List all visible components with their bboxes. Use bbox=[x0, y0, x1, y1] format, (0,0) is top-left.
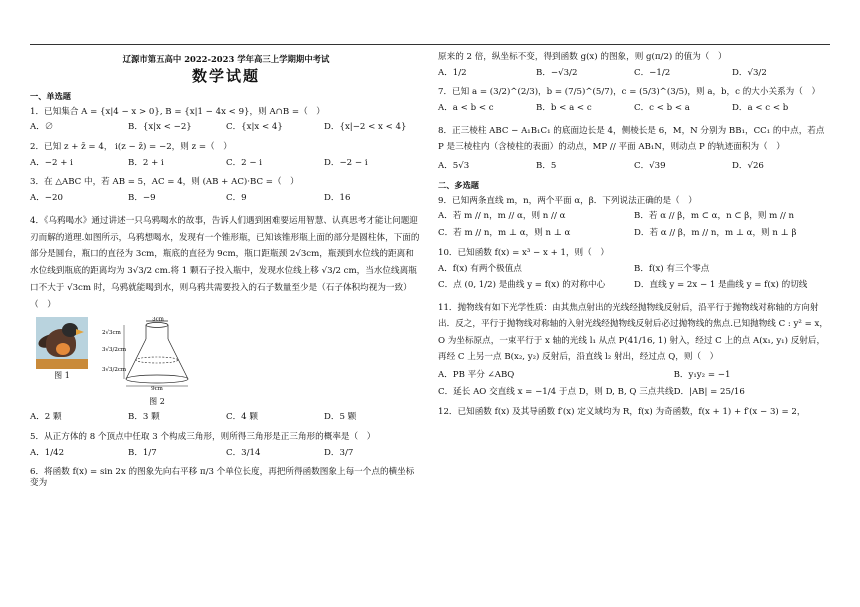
left-column bbox=[30, 47, 422, 495]
option-a: A．f(x) 有两个极值点 bbox=[438, 263, 522, 274]
option-a: A．5√3 bbox=[438, 160, 470, 171]
options bbox=[30, 193, 422, 204]
option-a: A．∅ bbox=[30, 122, 54, 133]
options bbox=[438, 103, 830, 114]
question-text: 12．已知函数 f(x) 及其导函数 f′(x) 定义域均为 R，f(x) 为奇函数，f(x + 1) + f′(x − 3) = 2， bbox=[438, 406, 806, 417]
option-c: C．c < b < a bbox=[634, 103, 690, 114]
question-text: 3．在 △ABC 中，若 AB = 5，AC = 4，则 (AB + AC)·BC =（ ） bbox=[30, 177, 299, 188]
option-a: A．1/2 bbox=[438, 67, 467, 78]
figure-2-caption: 图 2 bbox=[149, 397, 165, 407]
figure-2 bbox=[102, 317, 212, 407]
question-text: 11．抛物线有如下光学性质：由其焦点射出的光线经抛物线反射后，沿平行于抛物线对称轴的方向射出．反之，平行于抛物线对称轴的入射光线经抛物线反射后必过抛物线的焦点.已知抛物线 C : y² = x，O 为坐标原点，一束平行于 x 轴的光线 l₁ 从点 P(41/16, 1) 射入，经过 C 上的点 A(x₁, y₁) 反射后，再经 C 上另一点 B(x₂, y₂) 反射后，沿直线 l₂ 射出，经过点 Q，则（ ） bbox=[438, 302, 828, 362]
options bbox=[438, 161, 830, 172]
option-c: C．延长 AO 交直线 x = −1/4 于点 D，则 D, B, Q 三点共线 bbox=[438, 387, 674, 398]
right-column bbox=[438, 52, 830, 424]
option-d: D．−2 − i bbox=[324, 157, 368, 168]
option-d: D．16 bbox=[324, 193, 351, 204]
option-a: A．若 m // n，m // α，则 n // α bbox=[438, 211, 566, 222]
option-b: B．{x|x < −2} bbox=[128, 122, 192, 133]
flask-diagram bbox=[102, 317, 212, 391]
option-c: C．9 bbox=[226, 193, 247, 204]
question-3 bbox=[30, 177, 422, 203]
exam-subject-title: 数学试题 bbox=[191, 66, 260, 85]
question-text: 1．已知集合 A = {x|4 − x > 0}, B = {x|1 − 4x < 9}，则 A∩B =（ ） bbox=[30, 106, 325, 117]
option-b: B．y₁y₂ = −1 bbox=[673, 370, 731, 381]
question-text: 4．《乌鸦喝水》通过讲述一只乌鸦喝水的故事，告诉人们遇到困难要运用智慧、认真思考才能让问题迎刃而解的道理.如图所示，乌鸦想喝水，发现有一个锥形瓶，已知该锥形瓶上面的部分是圆柱体，下面的部分是圆台，瓶口的直径为 3cm，瓶底的直径为 9cm，瓶口距瓶颈 2√3cm，瓶颈到水位线的距离和水位线到瓶底的距离均为 3√3/2 cm.将 1 颗石子投入瓶中，发现水位线上移 √3/2 cm，当水位线离瓶口不大于 √3cm 时，乌鸦就能喝到水，则乌鸦共需要投入的石子数量至少是（石子体积均视为一致）（ ） bbox=[30, 215, 420, 310]
option-b: B．f(x) 有三个零点 bbox=[634, 263, 710, 274]
crow-illustration bbox=[36, 317, 88, 369]
header-rule bbox=[30, 44, 830, 45]
option-c: C．{x|x < 4} bbox=[226, 122, 283, 133]
question-text: 6．将函数 f(x) = sin 2x 的图象先向右平移 π/3 个单位长度，再把所得函数图象上每一个点的横坐标变为 bbox=[30, 467, 415, 489]
section-heading-multi: 二、多选题 bbox=[438, 180, 479, 191]
dim-mid2: 3√3/2cm bbox=[102, 367, 127, 374]
exam-school-title: 辽源市第五高中 2022-2023 学年高三上学期期中考试 bbox=[122, 54, 330, 64]
dim-bottom: 9cm bbox=[151, 386, 163, 392]
question-2 bbox=[30, 142, 422, 168]
option-d: D．若 α // β，m // n，m ⊥ α，则 n ⊥ β bbox=[634, 228, 797, 239]
question-7 bbox=[438, 87, 830, 113]
option-a: A．PB 平分 ∠ABQ bbox=[438, 370, 515, 381]
options bbox=[30, 448, 422, 459]
option-d: D．√26 bbox=[732, 160, 764, 171]
question-text: 10．已知函数 f(x) = x³ − x + 1，则（ ） bbox=[438, 247, 609, 258]
option-b: B．3 颗 bbox=[128, 412, 160, 423]
options bbox=[438, 370, 830, 397]
dim-neck: 2√3cm bbox=[102, 330, 121, 337]
option-b: B．1/7 bbox=[128, 447, 157, 458]
options bbox=[30, 122, 422, 133]
question-text: 8．正三棱柱 ABC − A₁B₁C₁ 的底面边长是 4，侧棱长是 6，M，N 分别为 BB₁，CC₁ 的中点，若点 P 是三棱柱内（含棱柱的表面）的动点，MP // 平面 AB₁N，则动点 P 的轨迹面积为（ ） bbox=[438, 125, 825, 153]
option-a: A．−2 + i bbox=[30, 157, 73, 168]
option-b: B．2 + i bbox=[128, 157, 164, 168]
question-text: 5．从正方体的 8 个顶点中任取 3 个构成三角形，则所得三角形是正三角形的概率是（ ） bbox=[30, 431, 376, 442]
option-d: D．a < c < b bbox=[732, 103, 789, 114]
section-heading-single: 一、单选题 bbox=[30, 91, 71, 102]
question-6 bbox=[30, 467, 422, 488]
option-a: A．−20 bbox=[30, 193, 63, 204]
option-d: D．5 颗 bbox=[324, 412, 357, 423]
question-6-continued bbox=[438, 52, 830, 78]
question-8 bbox=[438, 123, 830, 171]
dim-mid1: 3√3/2cm bbox=[102, 347, 127, 354]
options bbox=[30, 412, 422, 423]
option-b: B．若 α // β，m ⊂ α，n ⊂ β，则 m // n bbox=[634, 211, 795, 222]
question-text: 2．已知 z + z̄ = 4， i(z − z̄) = −2，则 z =（ ） bbox=[30, 141, 232, 152]
option-c: C．2 − i bbox=[226, 157, 263, 168]
option-c: C．4 颗 bbox=[226, 412, 258, 423]
question-1 bbox=[30, 107, 422, 133]
option-c: C．若 m // n，m ⊥ α，则 n ⊥ α bbox=[438, 228, 571, 239]
figure-1 bbox=[36, 317, 88, 381]
option-c: C．点 (0, 1/2) 是曲线 y = f(x) 的对称中心 bbox=[438, 280, 606, 291]
question-4 bbox=[30, 213, 422, 423]
figure-1-caption: 图 1 bbox=[54, 371, 70, 381]
options bbox=[30, 158, 422, 169]
question-9 bbox=[438, 196, 830, 239]
option-b: B．b < a < c bbox=[536, 103, 592, 114]
option-d: D．3/7 bbox=[324, 447, 354, 458]
option-b: B．5 bbox=[536, 160, 557, 171]
options bbox=[438, 264, 830, 291]
option-d: D．√3/2 bbox=[732, 67, 767, 78]
dim-top: 3cm bbox=[152, 317, 164, 323]
question-5 bbox=[30, 432, 422, 458]
option-b: B．−√3/2 bbox=[536, 67, 578, 78]
question-text: 7．已知 a = (3/2)^(2/3)，b = (7/5)^(5/7)，c = (5/3)^(3/5)，则 a，b，c 的大小关系为（ ） bbox=[438, 87, 821, 98]
question-text: 9．已知两条直线 m，n，两个平面 α，β．下列说法正确的是（ ） bbox=[438, 195, 697, 206]
question-10 bbox=[438, 248, 830, 291]
options bbox=[438, 68, 830, 79]
question-11 bbox=[438, 300, 830, 398]
option-b: B．−9 bbox=[128, 193, 156, 204]
option-d: D．{x|−2 < x < 4} bbox=[324, 122, 407, 133]
option-c: C．√39 bbox=[634, 160, 666, 171]
figures bbox=[36, 317, 422, 407]
option-c: C．3/14 bbox=[226, 447, 261, 458]
question-12 bbox=[438, 407, 830, 418]
option-d: D．直线 y = 2x − 1 是曲线 y = f(x) 的切线 bbox=[634, 280, 808, 291]
option-a: A．2 颗 bbox=[30, 412, 62, 423]
option-a: A．1/42 bbox=[30, 447, 65, 458]
options bbox=[438, 211, 830, 238]
option-d: D．|AB| = 25/16 bbox=[673, 387, 745, 398]
option-c: C．−1/2 bbox=[634, 67, 671, 78]
question-text: 原来的 2 倍，纵坐标不变，得到函数 g(x) 的图象，则 g(π/2) 的值为（ ） bbox=[438, 52, 727, 62]
option-a: A．a < b < c bbox=[438, 103, 494, 114]
